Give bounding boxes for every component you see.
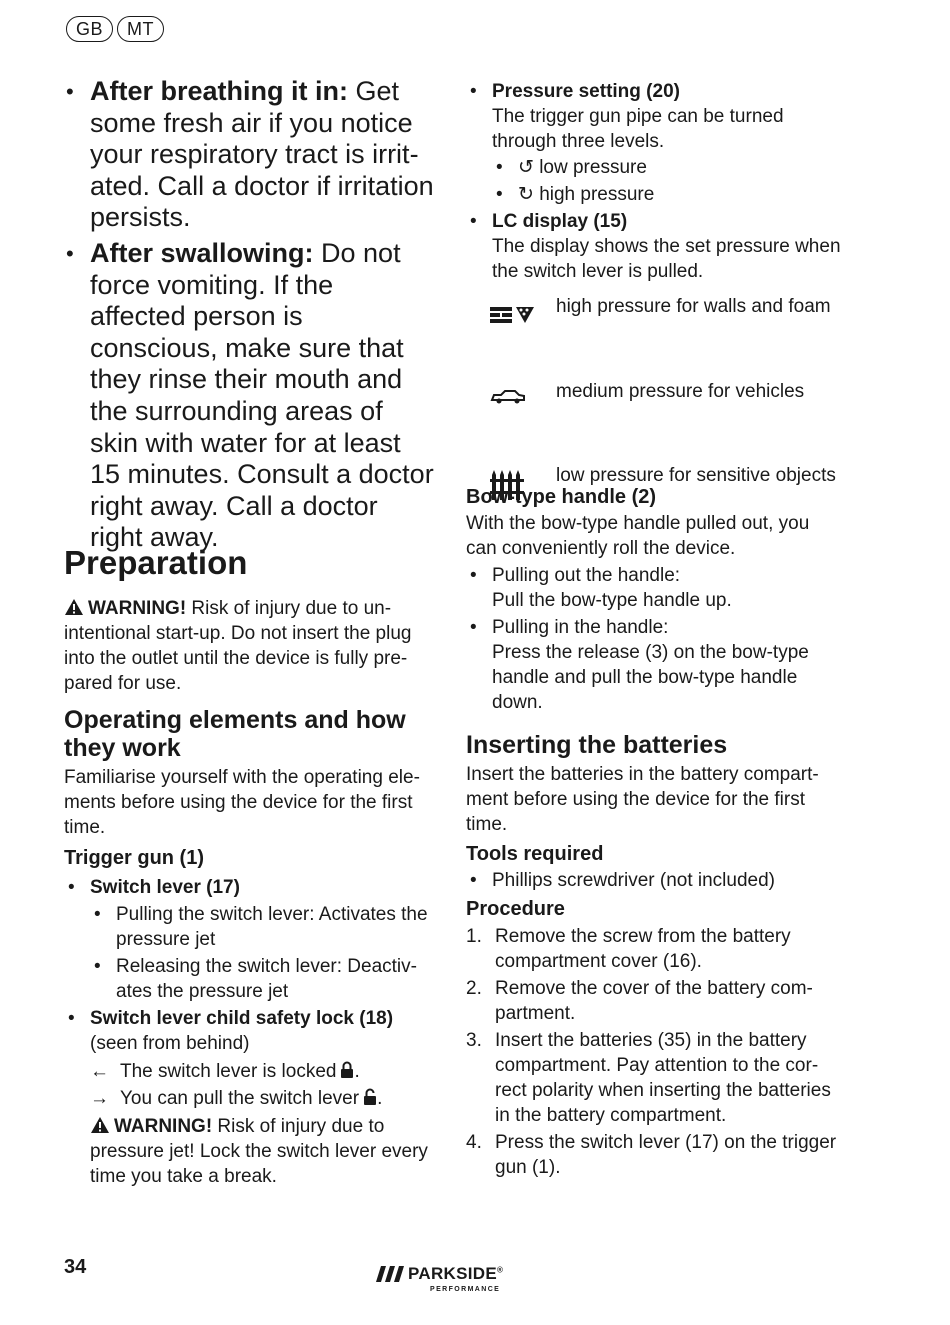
bow-handle-section [466, 484, 841, 717]
list-item: • Pressure setting (20) The trigger gun pipe can be turned through three levels. • ↺ low pressure • ↻ high pressure [466, 79, 841, 207]
list-item: 2. Remove the cover of the battery compartment. [466, 978, 813, 1024]
operating-section [64, 706, 436, 1189]
list-item: • Pulling out the handle: Pull the bow-type handle up. [466, 563, 841, 613]
pressure-section [466, 79, 841, 286]
pressure-list [466, 79, 841, 284]
brand-name: PARKSIDE® [408, 1264, 504, 1283]
list-item: • ↺ low pressure [492, 155, 841, 180]
list-item: 4. Press the switch lever (17) on the trigger gun (1). [466, 1132, 837, 1178]
list-item: • Phillips screwdriver (not included) [466, 868, 841, 893]
car-icon [490, 389, 526, 405]
switch-lever-sublist [90, 902, 436, 1004]
display-mode-walls: high pressure for walls and foam [466, 296, 856, 318]
list-item: • After breathing it in: Get some fresh air if you notice your respiratory tract is irritated. Call a doctor if irritation persists. [64, 76, 436, 234]
operating-intro: Familiarise yourself with the operating elements before using the device for the first time. [64, 767, 420, 838]
list-item: • Releasing the switch lever: Deactivates the pressure jet [90, 954, 436, 1004]
bow-handle-intro: With the bow-type handle pulled out, you can conveniently roll the device. [466, 513, 810, 559]
locked-row: ← The switch lever is locked . [64, 1058, 436, 1085]
list-item: • Switch lever child safety lock (18) (seen from behind) [64, 1006, 436, 1056]
list-item: • ↻ high pressure [492, 182, 841, 207]
unlocked-row: → You can pull the switch lever . [64, 1085, 436, 1112]
list-item: • Switch lever (17) • Pulling the switch lever: Activates the pressure jet • Releasing the switch lever: Deactivates the pressure jet [64, 875, 436, 1004]
lang-badge-gb: GB [66, 16, 113, 42]
batteries-intro: Insert the batteries in the battery compartment before using the device for the first time. [466, 764, 819, 835]
pressure-levels [492, 155, 841, 207]
preparation-heading: Preparation [64, 544, 248, 581]
batteries-section [466, 731, 841, 1182]
procedure-steps [466, 924, 841, 1180]
rotate-ccw-icon: ↺ [518, 157, 540, 178]
list-item: • Pulling the switch lever: Activates the pressure jet [90, 902, 436, 952]
tools-list [466, 868, 841, 893]
trigger-gun-list [64, 875, 436, 1056]
tools-heading: Tools required [466, 843, 604, 865]
right-column [466, 0, 841, 1178]
arrow-left-icon: ← [90, 1061, 109, 1082]
logo-stripes-icon [376, 1266, 406, 1282]
arrow-right-icon: → [90, 1088, 109, 1109]
rotate-cw-icon: ↻ [518, 184, 540, 205]
wall-foam-icon [490, 304, 536, 324]
lang-badge-mt: MT [117, 16, 164, 42]
list-item: • Pulling in the handle: Press the release (3) on the bow-type handle and pull the bow-type handle down. [466, 615, 841, 715]
batteries-heading: Inserting the batteries [466, 731, 728, 759]
lock-closed-icon [340, 1061, 354, 1079]
procedure-heading: Procedure [466, 898, 565, 920]
brand-logo [376, 1264, 526, 1298]
warning-pressure-jet: WARNING! Risk of injury due to pressure jet! Lock the switch lever every time you take a break. [90, 1116, 428, 1187]
lock-open-icon [363, 1088, 377, 1106]
list-item: 3. Insert the batteries (35) in the battery compartment. Pay attention to the correct polarity when inserting the batteries in the battery compartment. [466, 1030, 831, 1126]
bow-handle-list [466, 563, 841, 715]
warning-triangle-icon [64, 598, 84, 616]
first-aid-list [64, 76, 436, 558]
list-item: • After swallowing: Do not force vomiting. If the affected person is conscious, make sure that they rinse their mouth and the surrounding areas of skin with water for at least 15 minutes. Consult a doctor right away. Call a doctor right away. [64, 238, 436, 554]
display-mode-sensitive: low pressure for sensitive objects [466, 465, 886, 487]
list-item: 1. Remove the screw from the battery compartment cover (16). [466, 926, 791, 972]
operating-heading: Operating elements and how they work [64, 706, 406, 762]
trigger-gun-heading: Trigger gun (1) [64, 847, 204, 869]
display-mode-vehicles: medium pressure for vehicles [466, 381, 856, 403]
page-number: 34 [64, 1256, 87, 1278]
list-item: • LC display (15) The display shows the set pressure when the switch lever is pulled. [466, 209, 841, 284]
language-badges [66, 16, 164, 42]
warning-triangle-icon [90, 1116, 110, 1134]
brand-subline: PERFORMANCE [430, 1286, 501, 1293]
bow-handle-heading: Bow-type handle (2) [466, 486, 657, 508]
warning-startup: WARNING! Risk of injury due to unintentional start-up. Do not insert the plug into the outlet until the device is fully prepared for use. [64, 598, 412, 694]
